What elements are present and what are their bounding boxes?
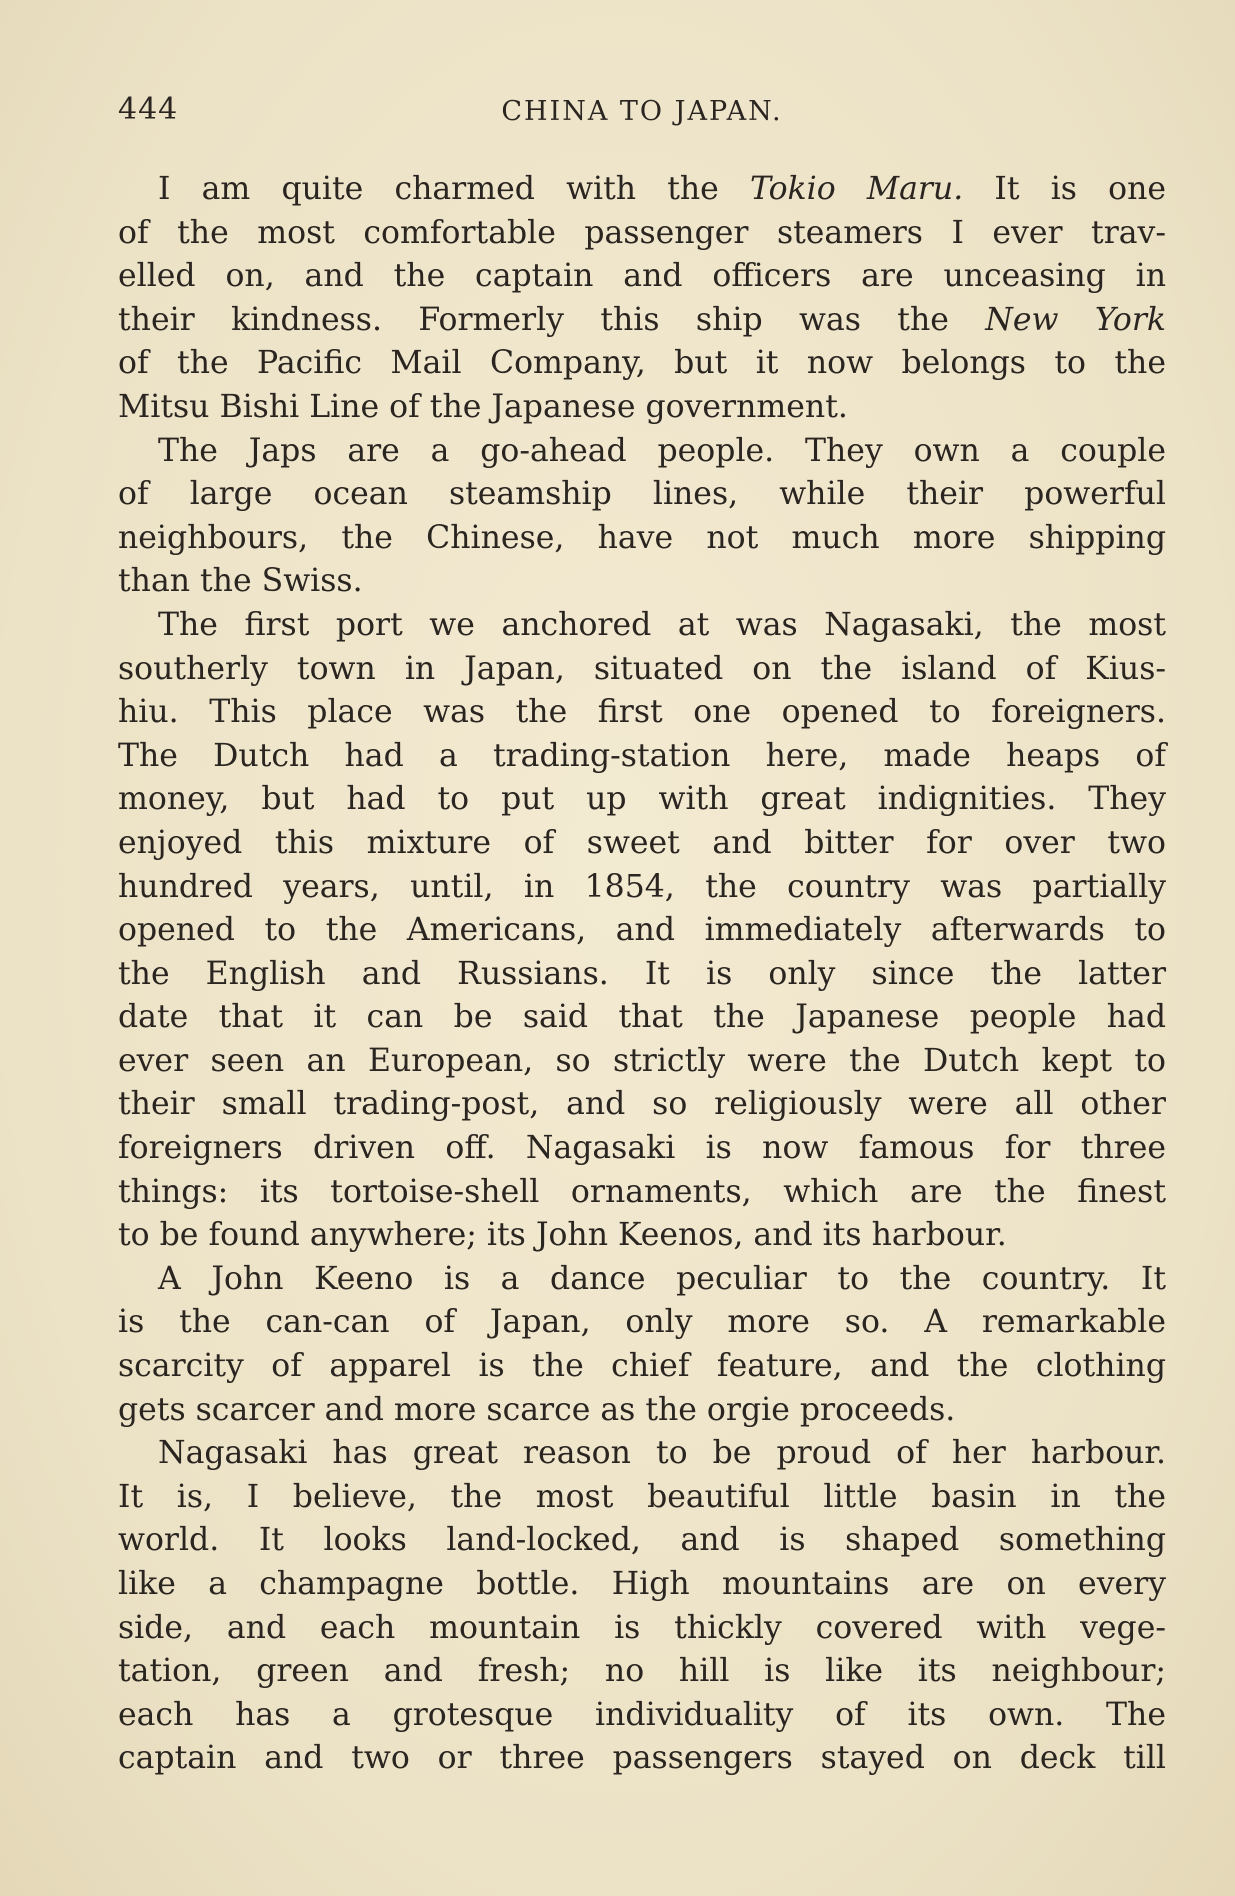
text-line: [118, 1171, 1166, 1215]
text-run: tation, green and fresh; no hill is like its neighbour;: [118, 1653, 1166, 1690]
text-line: [118, 473, 1166, 517]
text-run: side, and each mountain is thickly covered with vege-: [118, 1609, 1166, 1646]
text-run: southerly town in Japan, situated on the island of Kius-: [118, 650, 1166, 687]
text-line: [118, 1301, 1166, 1345]
text-line: [118, 1432, 1166, 1476]
italic-title: New York: [985, 301, 1166, 338]
text-line: [118, 1345, 1166, 1389]
paragraph: [118, 1258, 1166, 1432]
text-line: [118, 430, 1166, 474]
page-header: [118, 92, 1166, 136]
text-line: [118, 1083, 1166, 1127]
text-line: [118, 299, 1166, 343]
text-run: is the can-can of Japan, only more so. A remarkable: [118, 1304, 1166, 1341]
text-line: [118, 604, 1166, 648]
text-line: [118, 342, 1166, 386]
text-line: [118, 1476, 1166, 1520]
text-run: their small trading-post, and so religiously were all other: [118, 1086, 1166, 1123]
text-run: the English and Russians. It is only since the latter: [118, 955, 1166, 992]
text-run: gets scarcer and more scarce as the orgie proceeds.: [118, 1391, 956, 1428]
text-line: [118, 1607, 1166, 1651]
text-line: [118, 1389, 1166, 1433]
text-run: It is, I believe, the most beautiful little basin in the: [118, 1478, 1166, 1515]
text-run: I am quite charmed with the: [158, 171, 750, 207]
paragraph: [118, 604, 1166, 1258]
text-line: [118, 168, 1166, 212]
text-run: captain and two or three passengers stayed on deck till: [118, 1740, 1166, 1777]
text-line: [118, 212, 1166, 256]
text-line: [118, 1214, 1166, 1258]
text-run: of the most comfortable passenger steamers I ever trav-: [118, 214, 1166, 251]
text-run: hundred years, until, in 1854, the country was partially: [118, 868, 1166, 905]
paragraph: [118, 430, 1166, 604]
text-line: [118, 866, 1166, 910]
text-run: Mitsu Bishi Line of the Japanese government.: [118, 388, 848, 425]
body-text: [118, 168, 1166, 1781]
text-line: [118, 1694, 1166, 1738]
running-head: CHINA TO JAPAN.: [501, 96, 783, 127]
text-line: [118, 1040, 1166, 1084]
text-line: [118, 1563, 1166, 1607]
text-run: to be found anywhere; its John Keenos, and its harbour.: [118, 1217, 1007, 1254]
text-run: money, but had to put up with great indignities. They: [118, 781, 1166, 818]
text-line: [118, 1737, 1166, 1781]
text-line: [118, 735, 1166, 779]
text-run: like a champagne bottle. High mountains are on every: [118, 1566, 1166, 1602]
text-run: world. It looks land-locked, and is shaped something: [118, 1522, 1166, 1559]
text-run: their kindness. Formerly this ship was the: [118, 301, 986, 338]
paragraph: [118, 168, 1166, 430]
text-run: neighbours, the Chinese, have not much more shipping: [118, 519, 1166, 556]
text-line: [118, 1127, 1166, 1171]
text-line: [118, 996, 1166, 1040]
text-run: date that it can be said that the Japanese people had: [118, 999, 1166, 1036]
text-run: The Dutch had a trading-station here, made heaps of: [118, 737, 1166, 774]
text-line: [118, 778, 1166, 822]
text-run: It is one: [963, 171, 1167, 207]
text-run: Nagasaki has great reason to be proud of her harbour.: [158, 1435, 1166, 1472]
text-run: hiu. This place was the first one opened to foreigners.: [118, 694, 1166, 731]
text-line: [118, 1519, 1166, 1563]
text-line: [118, 255, 1166, 299]
text-run: scarcity of apparel is the chief feature, and the clothing: [118, 1348, 1166, 1385]
text-run: The first port we anchored at was Nagasaki, the most: [158, 606, 1166, 643]
text-run: The Japs are a go-ahead people. They own a couple: [158, 432, 1166, 469]
text-line: [118, 517, 1166, 561]
text-run: opened to the Americans, and immediately afterwards to: [118, 912, 1166, 949]
page-number: 444: [118, 92, 179, 127]
text-run: things: its tortoise-shell ornaments, which are the finest: [118, 1173, 1166, 1210]
text-line: [118, 1258, 1166, 1302]
text-line: [118, 386, 1166, 430]
text-run: enjoyed this mixture of sweet and bitter for over two: [118, 824, 1166, 861]
text-line: [118, 953, 1166, 997]
text-run: ever seen an European, so strictly were the Dutch kept to: [118, 1042, 1166, 1079]
italic-title: Tokio Maru.: [750, 171, 964, 207]
text-run: of the Pacific Mail Company, but it now belongs to the: [118, 345, 1166, 382]
text-line: [118, 909, 1166, 953]
text-run: foreigners driven off. Nagasaki is now famous for three: [118, 1130, 1166, 1167]
text-run: than the Swiss.: [118, 563, 363, 600]
text-run: each has a grotesque individuality of its own. The: [118, 1696, 1166, 1733]
text-line: [118, 691, 1166, 735]
text-run: elled on, and the captain and officers are unceasing in: [118, 258, 1166, 295]
text-run: A John Keeno is a dance peculiar to the country. It: [158, 1260, 1166, 1297]
text-line: [118, 648, 1166, 692]
paragraph: [118, 1432, 1166, 1781]
text-line: [118, 1650, 1166, 1694]
text-run: of large ocean steamship lines, while their powerful: [118, 476, 1166, 513]
text-line: [118, 560, 1166, 604]
text-line: [118, 822, 1166, 866]
